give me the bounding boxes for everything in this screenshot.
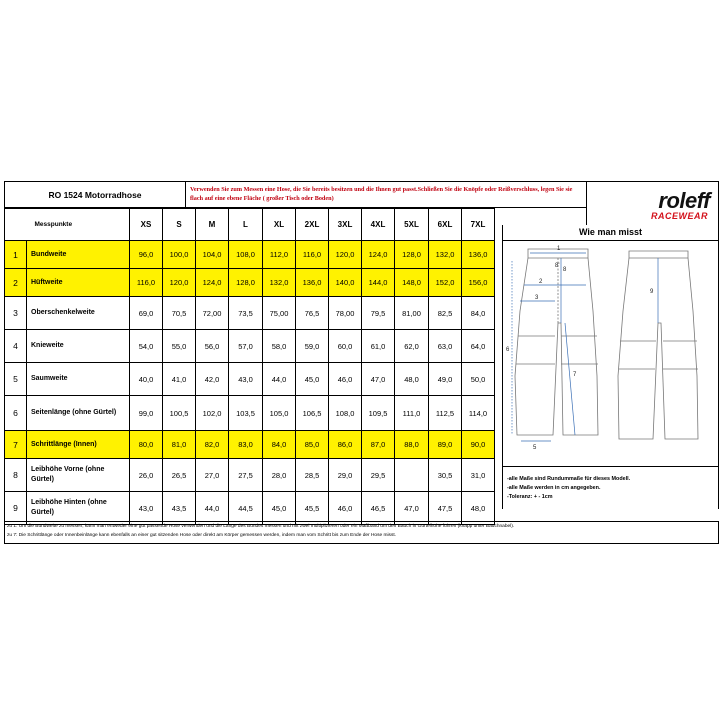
- cell-value: 58,0: [263, 330, 296, 363]
- size-header-xl: XL: [263, 209, 296, 241]
- cell-value: 73,5: [229, 297, 263, 330]
- cell-value: 47,0: [395, 492, 429, 525]
- cell-value: 124,0: [362, 241, 395, 269]
- cell-value: 116,0: [296, 241, 329, 269]
- footnote-7: zu 7: Die Schrittlänge oder Innenbeinlänge kann ebenfalls an einer gut sitzenden Hose oder direkt am Körper gemessen werden, indem man vom Schritt bis zum Ende der Hose misst.: [7, 532, 397, 538]
- cell-value: 96,0: [130, 241, 163, 269]
- cell-value: 43,5: [163, 492, 196, 525]
- diagram-label-9: 9: [650, 289, 654, 295]
- cell-value: 61,0: [362, 330, 395, 363]
- row-number: 5: [5, 363, 27, 396]
- cell-value: 104,0: [196, 241, 229, 269]
- row-number: 4: [5, 330, 27, 363]
- row-label: Knieweite: [27, 330, 130, 363]
- diagram-label-7: 7: [573, 372, 577, 378]
- cell-value: 60,0: [329, 330, 362, 363]
- cell-value: 43,0: [229, 363, 263, 396]
- cell-value: 56,0: [196, 330, 229, 363]
- row-label: Oberschenkelweite: [27, 297, 130, 330]
- table-row: [5, 363, 495, 396]
- cell-value: 120,0: [329, 241, 362, 269]
- cell-value: 26,0: [130, 459, 163, 492]
- footnote-1: zu 1: Um die Bundweite zu messen, kann man entweder eine gut passende Hose verwenden und die Länge des Bundes messen und mit zwei multiplizieren oder ein Maßband um den Bauch in Gürtelhöhe führen (knapp unter Bauchnabel).: [7, 524, 515, 529]
- cell-value: 72,00: [196, 297, 229, 330]
- cell-value: 90,0: [462, 431, 495, 459]
- cell-value: 80,0: [130, 431, 163, 459]
- cell-value: 82,0: [196, 431, 229, 459]
- cell-value: 40,0: [130, 363, 163, 396]
- table-row: [5, 269, 495, 297]
- diagram-label-1: 1: [557, 246, 561, 252]
- row-label: Bundweite: [27, 241, 130, 269]
- cell-value: 44,0: [196, 492, 229, 525]
- diagram-label-6: 6: [506, 347, 510, 353]
- cell-value: 148,0: [395, 269, 429, 297]
- cell-value: 47,5: [429, 492, 462, 525]
- cell-value: 83,0: [229, 431, 263, 459]
- cell-value: 62,0: [395, 330, 429, 363]
- diagram-label-8-prime: 8': [555, 263, 560, 269]
- cell-value: 26,5: [163, 459, 196, 492]
- row-number: 8: [5, 459, 27, 492]
- cell-value: 46,0: [329, 363, 362, 396]
- cell-value: 48,0: [462, 492, 495, 525]
- cell-value: 64,0: [462, 330, 495, 363]
- row-number: 6: [5, 396, 27, 431]
- cell-value: 128,0: [395, 241, 429, 269]
- cell-value: 112,0: [263, 241, 296, 269]
- row-label: Schrittlänge (Innen): [27, 431, 130, 459]
- table-row: [5, 431, 495, 459]
- cell-value: 76,5: [296, 297, 329, 330]
- cell-value: 81,0: [163, 431, 196, 459]
- cell-value: 57,0: [229, 330, 263, 363]
- cell-value: 54,0: [130, 330, 163, 363]
- remark-line: -alle Maße sind Rundummaße für dieses Modell.: [507, 476, 631, 482]
- size-header-6xl: 6XL: [429, 209, 462, 241]
- cell-value: 49,0: [429, 363, 462, 396]
- cell-value: 28,0: [263, 459, 296, 492]
- diagram-label-2: 2: [539, 279, 543, 285]
- row-number: 7: [5, 431, 27, 459]
- cell-value: 136,0: [462, 241, 495, 269]
- trouser-diagram: [502, 241, 719, 467]
- size-header-xs: XS: [130, 209, 163, 241]
- diagram-label-3: 3: [535, 295, 539, 301]
- size-header-m: M: [196, 209, 229, 241]
- row-label: Leibhöhe Vorne (ohne Gürtel): [27, 459, 130, 492]
- cell-value: 29,0: [329, 459, 362, 492]
- cell-value: 28,5: [296, 459, 329, 492]
- row-number: 9: [5, 492, 27, 525]
- cell-value: 124,0: [196, 269, 229, 297]
- cell-value: 88,0: [395, 431, 429, 459]
- cell-value: 100,5: [163, 396, 196, 431]
- table-row: [5, 297, 495, 330]
- diagram-label-5: 5: [533, 445, 537, 451]
- cell-value: 120,0: [163, 269, 196, 297]
- cell-value: 69,0: [130, 297, 163, 330]
- cell-value: 85,0: [296, 431, 329, 459]
- cell-value: 111,0: [395, 396, 429, 431]
- remark-line: -alle Maße werden in cm angegeben.: [507, 485, 601, 491]
- cell-value: 108,0: [229, 241, 263, 269]
- table-row: [5, 241, 495, 269]
- cell-value: 81,00: [395, 297, 429, 330]
- cell-value: 46,5: [362, 492, 395, 525]
- row-label: Seitenlänge (ohne Gürtel): [27, 396, 130, 431]
- cell-value: 136,0: [296, 269, 329, 297]
- cell-value: 82,5: [429, 297, 462, 330]
- size-chart-sheet: [4, 181, 719, 544]
- cell-value: 47,0: [362, 363, 395, 396]
- cell-value: 99,0: [130, 396, 163, 431]
- cell-value: 86,0: [329, 431, 362, 459]
- cell-value: 100,0: [163, 241, 196, 269]
- cell-value: 41,0: [163, 363, 196, 396]
- back-trousers-outline: [629, 251, 688, 258]
- size-header-s: S: [163, 209, 196, 241]
- cell-value: 43,0: [130, 492, 163, 525]
- size-table: [4, 208, 495, 525]
- cell-value: 29,5: [362, 459, 395, 492]
- cell-value: 27,5: [229, 459, 263, 492]
- cell-value: 44,0: [263, 363, 296, 396]
- table-row: [5, 396, 495, 431]
- cell-value: 59,0: [296, 330, 329, 363]
- cell-value: 106,5: [296, 396, 329, 431]
- cell-value: 44,5: [229, 492, 263, 525]
- cell-value: 48,0: [395, 363, 429, 396]
- cell-value: 140,0: [329, 269, 362, 297]
- how-to-measure-title: Wie man misst: [502, 225, 719, 241]
- header-blank: [5, 209, 27, 241]
- diagram-label-8: 8: [563, 267, 567, 273]
- table-row: [5, 459, 495, 492]
- size-header-7xl: 7XL: [462, 209, 495, 241]
- size-header-l: L: [229, 209, 263, 241]
- cell-value: 105,0: [263, 396, 296, 431]
- cell-value: 63,0: [429, 330, 462, 363]
- cell-value: 84,0: [263, 431, 296, 459]
- row-label: Leibhöhe Hinten (ohne Gürtel): [27, 492, 130, 525]
- trouser-drawing: [503, 241, 720, 467]
- cell-value: 45,5: [296, 492, 329, 525]
- cell-value: 109,5: [362, 396, 395, 431]
- cell-value: 87,0: [362, 431, 395, 459]
- cell-value: 30,5: [429, 459, 462, 492]
- logo-wordmark: roleff: [658, 188, 710, 213]
- cell-value: 128,0: [229, 269, 263, 297]
- cell-value: 156,0: [462, 269, 495, 297]
- measuring-note: Verwenden Sie zum Messen eine Hose, die Sie bereits besitzen und die Ihnen gut passt.Schließen Sie die Knöpfe oder Reißverschluss, legen Sie sie flach auf eine ebene Fläche ( großer Tisch oder Boden): [186, 181, 586, 208]
- cell-value: 46,0: [329, 492, 362, 525]
- measurement-remarks: [502, 467, 719, 509]
- cell-value: 144,0: [362, 269, 395, 297]
- cell-value: 79,5: [362, 297, 395, 330]
- cell-value: 70,5: [163, 297, 196, 330]
- cell-value: 132,0: [429, 241, 462, 269]
- cell-value: 31,0: [462, 459, 495, 492]
- cell-value: 116,0: [130, 269, 163, 297]
- cell-value: 132,0: [263, 269, 296, 297]
- cell-value: [395, 459, 429, 492]
- cell-value: 103,5: [229, 396, 263, 431]
- cell-value: 112,5: [429, 396, 462, 431]
- cell-value: 27,0: [196, 459, 229, 492]
- cell-value: 45,0: [296, 363, 329, 396]
- header-measure-points: Messpunkte: [27, 209, 130, 241]
- row-label: Saumweite: [27, 363, 130, 396]
- cell-value: 78,00: [329, 297, 362, 330]
- cell-value: 50,0: [462, 363, 495, 396]
- row-number: 3: [5, 297, 27, 330]
- cell-value: 84,0: [462, 297, 495, 330]
- cell-value: 102,0: [196, 396, 229, 431]
- row-label: Hüftweite: [27, 269, 130, 297]
- footnotes: [4, 521, 719, 544]
- size-header-5xl: 5XL: [395, 209, 429, 241]
- product-title: RO 1524 Motorradhose: [4, 181, 186, 208]
- row-number: 2: [5, 269, 27, 297]
- logo-subline: RACEWEAR: [651, 211, 708, 221]
- row-number: 1: [5, 241, 27, 269]
- size-header-3xl: 3XL: [329, 209, 362, 241]
- table-row: [5, 330, 495, 363]
- size-header-2xl: 2XL: [296, 209, 329, 241]
- table-row: [5, 492, 495, 525]
- cell-value: 89,0: [429, 431, 462, 459]
- cell-value: 42,0: [196, 363, 229, 396]
- remark-line: -Toleranz: + - 1cm: [507, 494, 553, 500]
- cell-value: 45,0: [263, 492, 296, 525]
- cell-value: 152,0: [429, 269, 462, 297]
- cell-value: 55,0: [163, 330, 196, 363]
- cell-value: 75,00: [263, 297, 296, 330]
- cell-value: 108,0: [329, 396, 362, 431]
- cell-value: 114,0: [462, 396, 495, 431]
- size-header-4xl: 4XL: [362, 209, 395, 241]
